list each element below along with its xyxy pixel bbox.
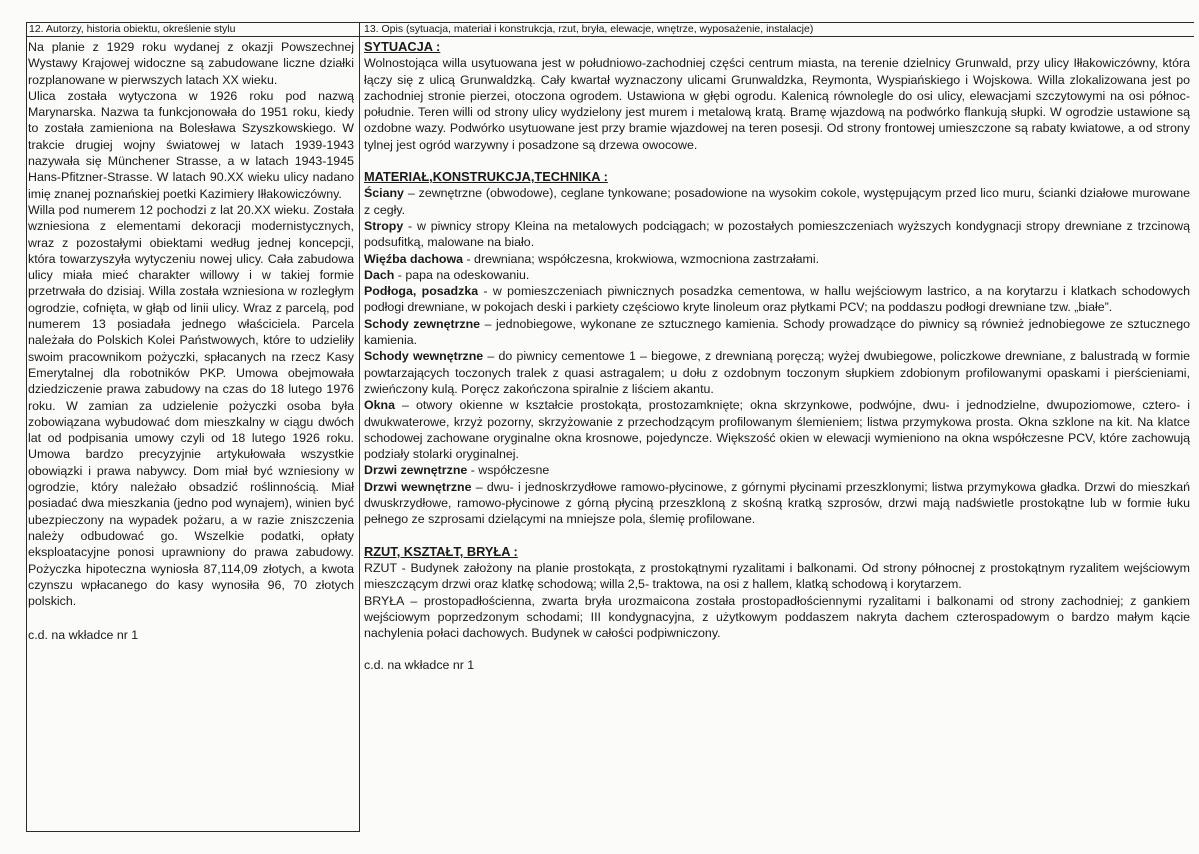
material-item-label: Drzwi zewnętrzne [364,463,468,478]
material-item-label: Dach [364,267,395,282]
sytuacja-text: Wolnostojąca willa usytuowana jest w południowo-zachodniej części centrum miasta, na terenie dzielnicy Grunwald, przy ulicy Iłłakowiczówny, która łączy się z ulicą Grunwaldzką. Cały kwartał wyznaczony ulicami Grunwaldzka, Reymonta, Wyspiańskiego i Wojskowa. Willa zlokalizowana jest po zachodniej stronie pierzei, otoczona ogrodem. Ustawiona w głębi ogrodu. Kalenicą równolegle do osi ulicy, elewacjami szczytowymi na osi północ-południe. Teren willi od strony ulicy wydzielony jest murem i metalową kratą. Bramę wjazdową na podwórko flankują słupki. W ogrodzie ustawione są ozdobne wazy. Podwórko usytuowane jest przy bramie wjazdowej na teren posesji. Od strony frontowej umieszczone są rabaty kwiatowe, a od strony tylnej jest ogród warzywny i posadzone są drzewa owocowe. [364,56,1190,152]
section-heading-rzut: RZUT, KSZTAŁT, BRYŁA : [364,543,518,559]
material-item-text: – otwory okienne w kształcie prostokąta, prostozamknięte; okna skrzynkowe, podwójne, dwu- i jednodzielne, dwupoziomowe, cztero- i dwukwaterowe, krzyż pozorny, skrzyżowanie z przechodzącym profilowanym ślemieniem; listwa przymykowa prosta. Okna szklone na kit. Na klatce schodowej zachowane oryginalne okna krosnowe, pojedyncze. Większość okien w elewacji wymieniono na okna współczesne PCV, które zachowują podziały stolarki oryginalnej. [364,398,1190,462]
material-item [364,267,1190,283]
bryla-text: BRYŁA – prostopadłościenna, zwarta bryła urozmaicona została prostopadłościennymi ryzalitami i balkonami od strony zachodniej; z gankiem wejściowym poprzedzonym schodami; III kondygnacyjna, z użytkowym poddaszem nakryta dachem czterospadowym o bardzo małym kącie nachylenia połaci dachowych. Budynek w całości podpiwniczony. [364,593,1190,641]
material-item [364,251,1190,267]
material-item [364,462,1190,478]
rzut-text: RZUT - Budynek założony na planie prostokąta, z prostokątnymi ryzalitami i balkonami. Od strony północnej z prostokątnym ryzalitem wejściowym mieszczącym drzwi oraz klatkę schodową; willa 2,5- traktowa, na osi z hallem, klatką schodową i korytarzem. [364,560,1190,592]
section-heading-material: MATERIAŁ,KONSTRUKCJA,TECHNIKA : [364,169,608,185]
material-item-label: Schody wewnętrzne [364,349,484,364]
right-column-header: 13. Opis (sytuacja, materiał i konstrukcja, rzut, bryła, elewacje, wnętrze, wyposażenie, instalacje) [364,23,814,35]
history-paragraph-plan: Na planie z 1929 roku wydanej z okazji Powszechnej Wystawy Krajowej widoczne są zabudowane liczne działki rozplanowane w pierwszych latach XX wieku. [28,40,354,87]
material-item-label: Schody zewnętrzne [364,316,481,331]
material-item-text: – jednobiegowe, wykonane ze sztucznego kamienia. Schody prowadzące do piwnicy są również jednobiegowe ze sztucznego kamienia. [364,316,1190,348]
material-item-text: - współczesne [467,463,550,478]
material-item [364,479,1190,528]
material-item-text: - drewniana; współczesna, krokwiowa, wzmocniona zastrzałami. [463,251,820,266]
continued-note: c.d. na wkładce nr 1 [364,658,475,673]
history-paragraph-villa: Willa pod numerem 12 pochodzi z lat 20.XX wieku. Została wzniesiona z elementami dekoracji modernistycznych, wraz z pozostałymi obiektami według jednej koncepcji, która towarzyszyła wytyczeniu nowej ulicy. Cała zabudowa ulicy miała mieć charakter willowy i w takiej formie przetrwała do dzisiaj. Willa została wzniesiona w rozległym ogrodzie, cofnięta, w głąb od linii ulicy. Wraz z parcelą, pod numerem 13 posiadała jednego właściciela. Parcela należała do Polskich Kolei Państwowych, które to udzieliły swoim pracownikom pożyczki, spłacanych na rzecz Kasy Emerytalnej dla robotników PKP. Umowa obejmowała dziedziczenie prawa zabudowy na czas do 18 lutego 1976 roku. W zamian za udzielenie pożyczki osoba była zobowiązana wybudować dom mieszkalny w ciągu dwóch lat od podpisania umowy czyli od 18 lutego 1926 roku. Umowa bardzo precyzyjnie artykułowała wszystkie obowiązki i prawa nabywcy. Dom miał być wzniesiony w ogrodzie, który należało obsadzić roślinnością. Miał posiadać dwa mieszkania (jedno pod wynajem), winien być ubezpieczony na wypadek pożaru, a w razie zniszczenia należy odbudować go. Wszelkie podatki, opłaty eksploatacyjne ponosi uprawniony do prawa zabudowy. Pożyczka hipoteczna wyniosła 87,114,09 złotych, a kwota czynszu wpłacanego do kasy wynosiła 96, 70 złotych polskich. [28,202,354,609]
material-item-label: Drzwi wewnętrzne [364,479,472,494]
material-item-text: – dwu- i jednoskrzydłowe ramowo-płycinowe, z górnymi płycinami przeszklonymi; listwa przymykowa gładka. Drzwi do mieszkań dwuskrzydłowe, ramowo-płycinowe z górną płyciną przeszkloną z skośną kratką szprosów, drzwi mają nadświetle prostokątne lub w formie łuku pełnego ze szprosami dzielącymi na mniejsze pola, ślemię profilowane. [364,479,1191,527]
material-item [364,185,1190,218]
material-item-label: Stropy [364,218,404,233]
material-item [364,218,1190,251]
document-sheet [26,22,1194,832]
bottom-rule [26,831,360,832]
history-column [28,39,354,644]
material-item-text: - papa na odeskowaniu. [394,267,530,282]
section-heading-sytuacja: SYTUACJA : [364,39,441,54]
header-bottom-rule [26,36,1194,37]
material-item-label: Podłoga, posadzka [364,284,479,299]
material-item [364,316,1190,349]
material-item-text: - w pomieszczeniach piwnicznych posadzka cementowa, w hallu wejściowym lastrico, a na korytarzu i klatkach schodowych podłogi drewniane, w pokojach deski i parkiety częściowo kryte linoleum oraz płytkami PCV; na poddaszu podłogi drewniane tzw. „białe”. [364,284,1190,315]
left-border [26,22,27,832]
material-item-label: Więźba dachowa [364,251,464,266]
material-item [364,348,1190,397]
material-item [364,283,1190,316]
material-item-label: Okna [364,398,395,413]
left-column-header: 12. Autorzy, historia obiektu, określenie stylu [29,23,236,35]
material-item-label: Ściany [364,186,404,201]
column-divider [359,22,360,832]
history-paragraph-street: Ulica została wytyczona w 1926 roku pod nazwą Marynarska. Nazwa ta funkcjonowała do 1951 roku, kiedy to została zamieniona na Bolesława Szyszkowskiego. W trakcie drugiej wojny światowej w latach 1939-1943 nazywała się Münchener Strasse, a w latach 1943-1945 Hans-Pfitzner-Strasse. W latach 90.XX wieku ulicy nadano imię znanej poznańskiej poetki Kazimiery Iłłakowiczówny. [28,88,354,201]
material-item-text: – zewnętrzne (obwodowe), ceglane tynkowane; posadowione na wysokim cokole, występującym przed lico muru, ścianki działowe murowane z cegły. [364,186,1190,217]
continued-note: c.d. na wkładce nr 1 [28,628,139,643]
material-item [364,397,1190,462]
description-column [364,39,1190,674]
material-item-text: - w piwnicy stropy Kleina na metalowych podciągach; w pozostałych pomieszczeniach wyższych kondygnacji stropy drewniane z trzcinową podsufitką, malowane na biało. [364,218,1190,250]
material-item-text: – do piwnicy cementowe 1 – biegowe, z drewnianą poręczą; wyżej dwubiegowe, policzkowe drewniane, z balustradą w formie powtarzających toczonych tralek z quasi astragalem; u dołu z ozdobnym toczonym słupkiem zdobionym profilowanymi opaskami i pierścieniami, zwieńczony kulą. Poręcz zakończona spiralnie z liściem akantu. [364,349,1190,396]
